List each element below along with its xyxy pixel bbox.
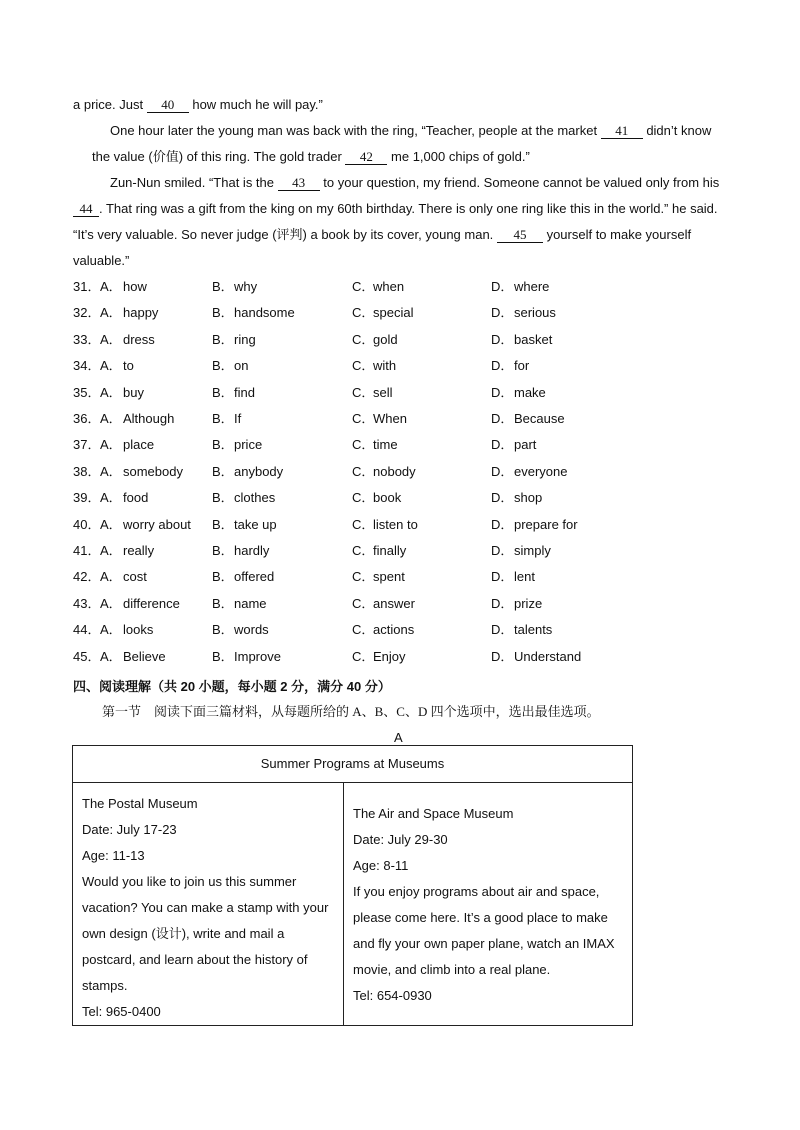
passage-text: a price. Just [73, 97, 144, 112]
option-text: talents [514, 622, 553, 638]
option-letter: B． [212, 305, 234, 321]
museum-date: Date: July 29-30 [353, 832, 448, 847]
option-letter: B． [212, 622, 234, 638]
option-text: lent [514, 569, 535, 585]
question-number: 33． [73, 331, 101, 347]
blank-41: 41 [601, 124, 643, 139]
option-text: part [514, 437, 537, 453]
blank-44: 44 [73, 202, 99, 217]
option-text: time [373, 437, 398, 453]
option-letter: D． [491, 569, 514, 585]
option-letter: D． [491, 622, 514, 638]
passage-text: yourself to make yourself [546, 227, 692, 242]
question-number: 39． [73, 490, 101, 506]
option-text: gold [373, 331, 398, 347]
museum-desc-line: If you enjoy programs about air and space, [353, 884, 600, 899]
option-letter: B． [212, 490, 234, 506]
option-text: dress [123, 331, 155, 347]
passage-line-4 [110, 174, 719, 192]
option-text: find [234, 384, 255, 400]
option-text: take up [234, 516, 277, 532]
option-letter: D． [491, 543, 514, 558]
option-text: everyone [514, 463, 568, 479]
option-letter: D． [491, 305, 514, 321]
museum-desc-line: please come here. It’s a good place to make [353, 910, 608, 925]
option-letter: B． [212, 595, 234, 611]
option-letter: C． [352, 331, 375, 347]
museum-desc-line: movie, and climb into a real plane. [353, 962, 551, 977]
option-text: worry about [123, 516, 191, 532]
option-letter: B． [212, 648, 234, 664]
question-number: 37． [73, 437, 101, 453]
option-letter: A． [100, 622, 122, 638]
option-letter: A． [100, 648, 122, 664]
option-text: handsome [234, 305, 295, 321]
option-letter: A． [100, 569, 122, 585]
option-letter: D． [491, 648, 514, 664]
question-number: 42． [73, 569, 101, 585]
option-text: price [234, 437, 263, 453]
section-heading: 四、阅读理解（共 20 小题，每小题 2 分，满分 40 分） [73, 679, 391, 694]
option-letter: C． [352, 648, 375, 664]
option-letter: C． [352, 279, 375, 294]
passage-text: didn’t know [646, 123, 712, 138]
question-number: 34． [73, 358, 101, 374]
question-number: 44． [73, 622, 101, 638]
option-letter: A． [100, 516, 122, 532]
museum-age: Age: 8-11 [353, 858, 409, 873]
option-text: for [514, 358, 530, 374]
option-letter: D． [491, 358, 514, 374]
passage-line-2 [110, 122, 711, 140]
passage-text: One hour later the young man was back with the ring, “Teacher, people at the market [110, 123, 598, 138]
option-text: shop [514, 490, 543, 506]
passage-text: Zun-Nun smiled. “That is the [110, 175, 275, 190]
option-letter: D． [491, 411, 514, 426]
option-letter: D． [491, 437, 514, 453]
passage-line-1 [73, 96, 323, 114]
option-text: looks [123, 622, 154, 638]
option-letter: C． [352, 358, 375, 374]
option-letter: A． [100, 595, 122, 611]
option-letter: B． [212, 516, 234, 532]
option-text: If [234, 411, 242, 426]
option-letter: B． [212, 411, 234, 426]
option-text: Although [123, 411, 175, 426]
option-text: on [234, 358, 249, 374]
blank-43: 43 [278, 176, 320, 191]
option-letter: A． [100, 331, 122, 347]
option-text: Believe [123, 648, 166, 664]
option-letter: C． [352, 305, 375, 321]
option-text: place [123, 437, 155, 453]
option-letter: A． [100, 543, 122, 558]
option-text: nobody [373, 463, 416, 479]
passage-text: me 1,000 chips of gold.” [391, 149, 530, 164]
option-letter: C． [352, 622, 375, 638]
museum-desc-line: Would you like to join us this summer [82, 874, 297, 889]
option-text: somebody [123, 463, 183, 479]
option-text: Understand [514, 648, 582, 664]
option-text: serious [514, 305, 556, 321]
option-text: anybody [234, 463, 284, 479]
museum-table [72, 745, 633, 1026]
museum-name: The Air and Space Museum [353, 806, 514, 821]
option-text: listen to [373, 516, 418, 532]
option-letter: D． [491, 516, 514, 532]
option-text: offered [234, 569, 275, 585]
option-text: difference [123, 595, 180, 611]
option-letter: D． [491, 490, 514, 506]
option-letter: B． [212, 331, 234, 347]
passage-line-5 [73, 200, 718, 218]
museum-tel: Tel: 654-0930 [353, 988, 432, 1003]
option-letter: C． [352, 384, 375, 400]
option-letter: A． [100, 384, 122, 400]
option-text: buy [123, 384, 144, 400]
option-text: prepare for [514, 516, 578, 532]
option-letter: D． [491, 595, 514, 611]
museum-age: Age: 11-13 [82, 848, 145, 863]
question-number: 38． [73, 463, 101, 479]
option-text: hardly [234, 543, 270, 558]
option-text: When [373, 411, 407, 426]
passage-line-7: valuable.” [73, 253, 130, 268]
option-text: special [373, 305, 414, 321]
postal-museum-cell [73, 783, 344, 1026]
blank-42: 42 [345, 150, 387, 165]
option-letter: A． [100, 463, 122, 479]
passage-line-3 [92, 148, 530, 166]
question-number: 32． [73, 305, 101, 321]
option-text: sell [373, 384, 393, 400]
blank-45: 45 [497, 228, 543, 243]
option-letter: C． [352, 490, 375, 506]
option-letter: C． [352, 516, 375, 532]
option-text: how [123, 279, 147, 294]
option-letter: D． [491, 331, 514, 347]
option-text: spent [373, 569, 405, 585]
option-text: happy [123, 305, 159, 321]
option-letter: A． [100, 279, 122, 294]
table-title: Summer Programs at Museums [73, 746, 633, 783]
museum-desc-line: postcard, and learn about the history of [82, 952, 308, 967]
question-number: 36． [73, 411, 101, 426]
option-letter: C． [352, 411, 375, 426]
option-letter: A． [100, 411, 122, 426]
option-letter: C． [352, 437, 375, 453]
museum-date: Date: July 17-23 [82, 822, 177, 837]
option-text: finally [373, 543, 407, 558]
option-letter: B． [212, 384, 234, 400]
option-letter: C． [352, 463, 375, 479]
option-letter: A． [100, 437, 122, 453]
option-letter: C． [352, 569, 375, 585]
option-letter: D． [491, 279, 514, 294]
option-text: with [373, 358, 397, 374]
option-text: Because [514, 411, 565, 426]
option-text: Improve [234, 648, 281, 664]
museum-desc-line: stamps. [82, 978, 128, 993]
option-letter: B． [212, 463, 234, 479]
option-letter: C． [352, 543, 375, 558]
option-text: answer [373, 595, 415, 611]
option-letter: B． [212, 543, 234, 558]
option-text: name [234, 595, 267, 611]
option-letter: A． [100, 305, 122, 321]
option-text: book [373, 490, 402, 506]
option-letter: A． [100, 490, 122, 506]
passage-text: how much he will pay.” [192, 97, 323, 112]
option-text: simply [514, 543, 551, 558]
option-letter: B． [212, 358, 234, 374]
question-number: 41． [73, 543, 101, 558]
question-number: 35． [73, 384, 101, 400]
museum-tel: Tel: 965-0400 [82, 1004, 161, 1019]
option-text: when [373, 279, 405, 294]
option-text: ring [234, 331, 256, 347]
option-text: basket [514, 331, 553, 347]
option-letter: B． [212, 279, 234, 294]
option-text: to [123, 358, 134, 374]
museum-desc-line: vacation? You can make a stamp with your [82, 900, 329, 915]
museum-desc-line: and fly your own paper plane, watch an IMAX [353, 936, 615, 951]
option-letter: D． [491, 384, 514, 400]
option-letter: B． [212, 437, 234, 453]
option-text: make [514, 384, 546, 400]
museum-desc-line: own design (设计), write and mail a [82, 926, 285, 941]
blank-40: 40 [147, 98, 189, 113]
option-text: food [123, 490, 149, 506]
option-letter: C． [352, 595, 375, 611]
question-number: 40． [73, 516, 101, 532]
option-text: clothes [234, 490, 276, 506]
passage-text: . That ring was a gift from the king on my 60th birthday. There is only one ring like this in the world.” he said. [99, 201, 718, 216]
option-text: where [514, 279, 550, 294]
question-number: 45． [73, 648, 101, 664]
option-letter: B． [212, 569, 234, 585]
option-text: words [234, 622, 269, 638]
air-space-museum-cell [344, 783, 633, 1026]
museum-name: The Postal Museum [82, 796, 198, 811]
option-text: prize [514, 595, 543, 611]
passage-text: the value (价值) of this ring. The gold trader [92, 149, 342, 164]
section-instruction: 第一节 阅读下面三篇材料，从每题所给的 A、B、C、D 四个选项中，选出最佳选项。 [102, 704, 600, 719]
question-number: 43． [73, 595, 101, 611]
option-text: why [234, 279, 258, 294]
passage-line-6 [73, 226, 691, 244]
passage-label: A [394, 730, 403, 745]
option-letter: D． [491, 463, 514, 479]
option-text: cost [123, 569, 147, 585]
option-text: really [123, 543, 155, 558]
option-text: Enjoy [373, 648, 406, 664]
passage-text: to your question, my friend. Someone cannot be valued only from his [323, 175, 720, 190]
option-text: actions [373, 622, 415, 638]
option-letter: A． [100, 358, 122, 374]
passage-text: “It’s very valuable. So never judge (评判) a book by its cover, young man. [73, 227, 494, 242]
question-number: 31． [73, 279, 101, 294]
